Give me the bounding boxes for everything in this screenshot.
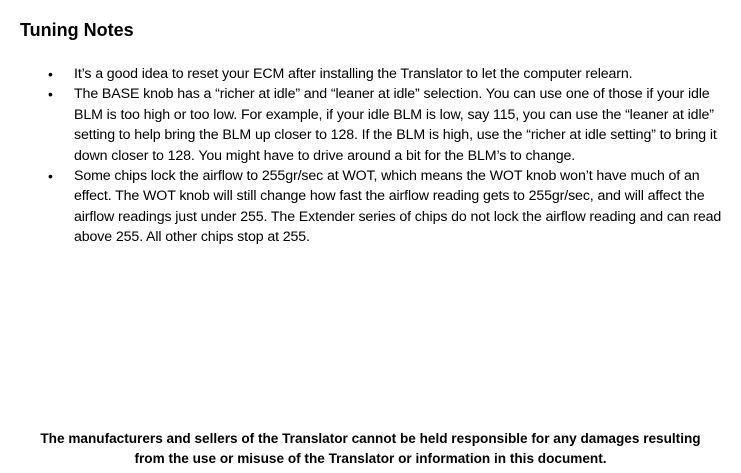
bullet-icon: •	[48, 66, 53, 82]
list-item	[0, 166, 741, 248]
disclaimer-line: from the use or misuse of the Translator or information in this document.	[134, 451, 607, 466]
disclaimer	[10, 429, 731, 469]
note-text: It’s a good idea to reset your ECM after installing the Translator to let the computer relearn.	[74, 66, 633, 82]
note-text: Some chips lock the airflow to 255gr/sec at WOT, which means the WOT knob won’t have much of an effect. The WOT knob will still change how fast the airflow reading gets to 255gr/sec, and will affect the airflow readings just under 255. The Extender series of chips do not lock the airflow reading and can read above 255. All other chips stop at 255.	[74, 168, 722, 246]
bullet-icon: •	[48, 86, 53, 103]
bullet-icon: •	[48, 168, 53, 185]
list-item	[0, 84, 741, 166]
list-item	[0, 64, 741, 84]
tuning-notes-list	[0, 64, 741, 248]
disclaimer-line: The manufacturers and sellers of the Translator cannot be held responsible for any damages resulting	[40, 431, 701, 446]
note-text: The BASE knob has a “richer at idle” and “leaner at idle” selection. You can use one of those if your idle BLM is too high or too low. For example, if your idle BLM is low, say 115, you can use the “leaner at idle” setting to help bring the BLM up closer to 128. If the BLM is high, use the “richer at idle setting” to bring it down closer to 128. You might have to drive around a bit for the BLM’s to change.	[74, 86, 717, 164]
section-heading: Tuning Notes	[20, 20, 134, 40]
